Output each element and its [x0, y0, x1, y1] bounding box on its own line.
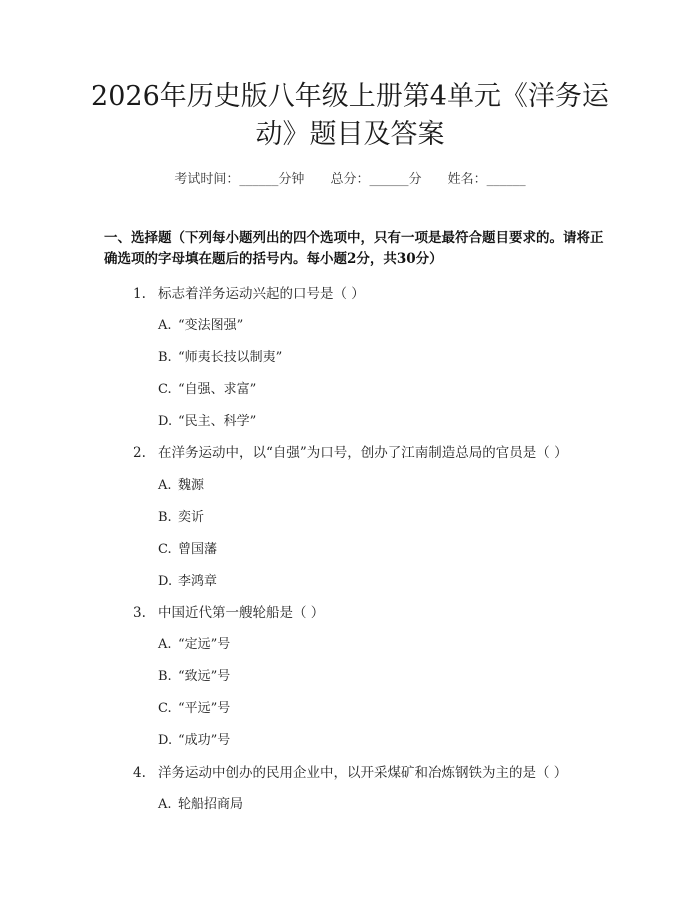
option-letter: A.: [158, 797, 172, 812]
question-number: 4.: [133, 765, 146, 781]
question-number: 2.: [133, 445, 146, 461]
question-2: [133, 441, 568, 461]
exam-time-label: 考试时间：______分钟: [174, 172, 305, 187]
option-text: 李鸿章: [178, 574, 218, 589]
option-text: “自强、求富”: [178, 382, 257, 397]
option-text: 奕䜣: [178, 510, 205, 525]
question-3-option-d: [158, 729, 230, 748]
exam-meta: [0, 168, 700, 187]
question-3-option-c: [158, 697, 230, 716]
option-letter: C.: [158, 382, 172, 397]
option-text: 轮船招商局: [178, 797, 244, 812]
option-text: “师夷长技以制夷”: [178, 350, 283, 365]
document-title: 2026年历史版八年级上册第4单元《洋务运动》题目及答案: [91, 81, 609, 150]
question-text: 在洋务运动中，以“自强”为口号，创办了江南制造总局的官员是（ ）: [158, 445, 568, 461]
option-letter: A.: [158, 637, 172, 652]
question-number: 3.: [133, 605, 146, 621]
total-score-label: 总分：______分: [330, 172, 422, 187]
question-2-option-a: [158, 474, 204, 493]
option-letter: A.: [158, 478, 172, 493]
question-4-option-a: [158, 793, 243, 812]
option-text: “定远”号: [178, 637, 231, 652]
question-2-option-c: [158, 538, 217, 557]
option-letter: A.: [158, 318, 172, 333]
question-2-option-d: [158, 570, 217, 589]
question-1: [133, 282, 365, 302]
question-3-option-a: [158, 633, 230, 652]
option-letter: B.: [158, 510, 172, 525]
question-number: 1.: [133, 286, 146, 302]
option-text: “平远”号: [178, 701, 231, 716]
question-3-option-b: [158, 665, 230, 684]
option-letter: D.: [158, 414, 173, 429]
section-heading: 一、选择题（下列每小题列出的四个选项中，只有一项是最符合题目要求的。请将正确选项的字母填在题后的括号内。每小题2分，共30分）: [104, 230, 604, 267]
option-letter: D.: [158, 733, 173, 748]
option-letter: B.: [158, 350, 172, 365]
option-text: 魏源: [178, 478, 205, 493]
question-2-option-b: [158, 506, 204, 525]
option-letter: C.: [158, 542, 172, 557]
question-1-option-a: [158, 314, 243, 333]
question-4: [133, 761, 567, 781]
question-text: 标志着洋务运动兴起的口号是（ ）: [158, 286, 365, 302]
option-text: “致远”号: [178, 669, 231, 684]
option-letter: D.: [158, 574, 173, 589]
student-name-label: 姓名：______: [447, 172, 526, 187]
option-text: “民主、科学”: [178, 414, 257, 429]
option-text: “成功”号: [178, 733, 231, 748]
question-1-option-b: [158, 346, 282, 365]
question-1-option-d: [158, 410, 256, 429]
option-letter: C.: [158, 701, 172, 716]
option-text: 曾国藩: [178, 542, 218, 557]
option-letter: B.: [158, 669, 172, 684]
question-1-option-c: [158, 378, 256, 397]
question-text: 中国近代第一艘轮船是（ ）: [158, 605, 325, 621]
question-3: [133, 601, 324, 621]
option-text: “变法图强”: [178, 318, 244, 333]
question-text: 洋务运动中创办的民用企业中，以开采煤矿和冶炼钢铁为主的是（ ）: [158, 765, 568, 781]
